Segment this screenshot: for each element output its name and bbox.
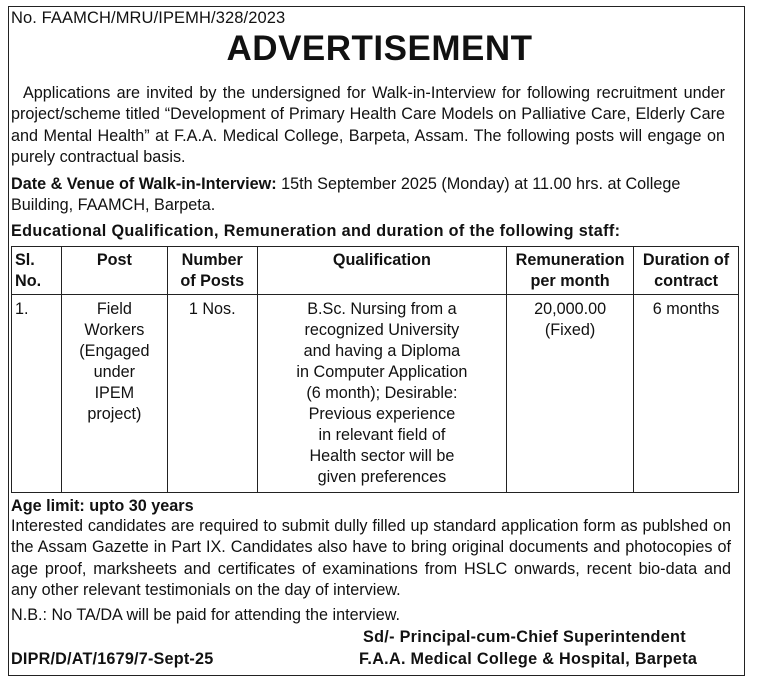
- intro-paragraph: [11, 83, 725, 168]
- table-header-row: [12, 247, 739, 295]
- cell-duration: 6 months: [634, 295, 739, 493]
- header-qualification: Qualification: [257, 247, 506, 295]
- cell-remuneration: 20,000.00 (Fixed): [507, 295, 634, 493]
- age-limit: Age limit: upto 30 years: [11, 497, 194, 515]
- header-duration: Duration of contract: [634, 247, 739, 295]
- instructions-paragraph: Interested candidates are required to submit dully filled up standard application form as publshed on the Assam Gazette in Part IX. Candidates also have to bring original documents and photocopies of age proof, marksheets and certificates of examinations from HSLC onwards, recent bio-data and any other relevant testimonials on the day of interview.: [11, 517, 731, 599]
- cell-post: Field Workers (Engaged under IPEM project): [61, 295, 167, 493]
- venue-text: 15th September 2025 (Monday) at 11.00 hrs. at College Building, FAAMCH, Barpeta.: [11, 175, 681, 215]
- reference-number: No. FAAMCH/MRU/IPEMH/328/2023: [11, 9, 286, 27]
- dipr-number: DIPR/D/AT/1679/7-Sept-25: [11, 650, 214, 668]
- nb-note: N.B.: No TA/DA will be paid for attending the interview.: [11, 606, 400, 624]
- venue-paragraph: [11, 174, 725, 217]
- signatory: Sd/- Principal-cum-Chief Superintendent: [363, 628, 686, 646]
- cell-qualification: B.Sc. Nursing from a recognized University and having a Diploma in Computer Application (6 month); Desirable: Previous experience in relevant field of Health sector will be given preferences: [257, 295, 506, 493]
- header-post: Post: [61, 247, 167, 295]
- qualification-heading: Educational Qualification, Remuneration and duration of the following staff:: [11, 222, 621, 240]
- header-remuneration: Remuneration per month: [507, 247, 634, 295]
- posts-table: [11, 246, 739, 493]
- page-title: ADVERTISEMENT: [226, 29, 533, 68]
- institution-name: F.A.A. Medical College & Hospital, Barpeta: [359, 650, 698, 668]
- cell-sl-no: 1.: [12, 295, 62, 493]
- intro-text: Applications are invited by the undersigned for Walk-in-Interview for following recruitment under project/scheme titled “Development of Primary Health Care Models on Palliative Care, Elderly Care and Mental Health” at F.A.A. Medical College, Barpeta, Assam. The following posts will engage on purely contractual basis.: [11, 84, 725, 166]
- header-sl-no: Sl. No.: [12, 247, 62, 295]
- table-row: [12, 295, 739, 493]
- venue-label: Date & Venue of Walk-in-Interview:: [11, 175, 277, 193]
- header-number-of-posts: Number of Posts: [167, 247, 257, 295]
- cell-number-of-posts: 1 Nos.: [167, 295, 257, 493]
